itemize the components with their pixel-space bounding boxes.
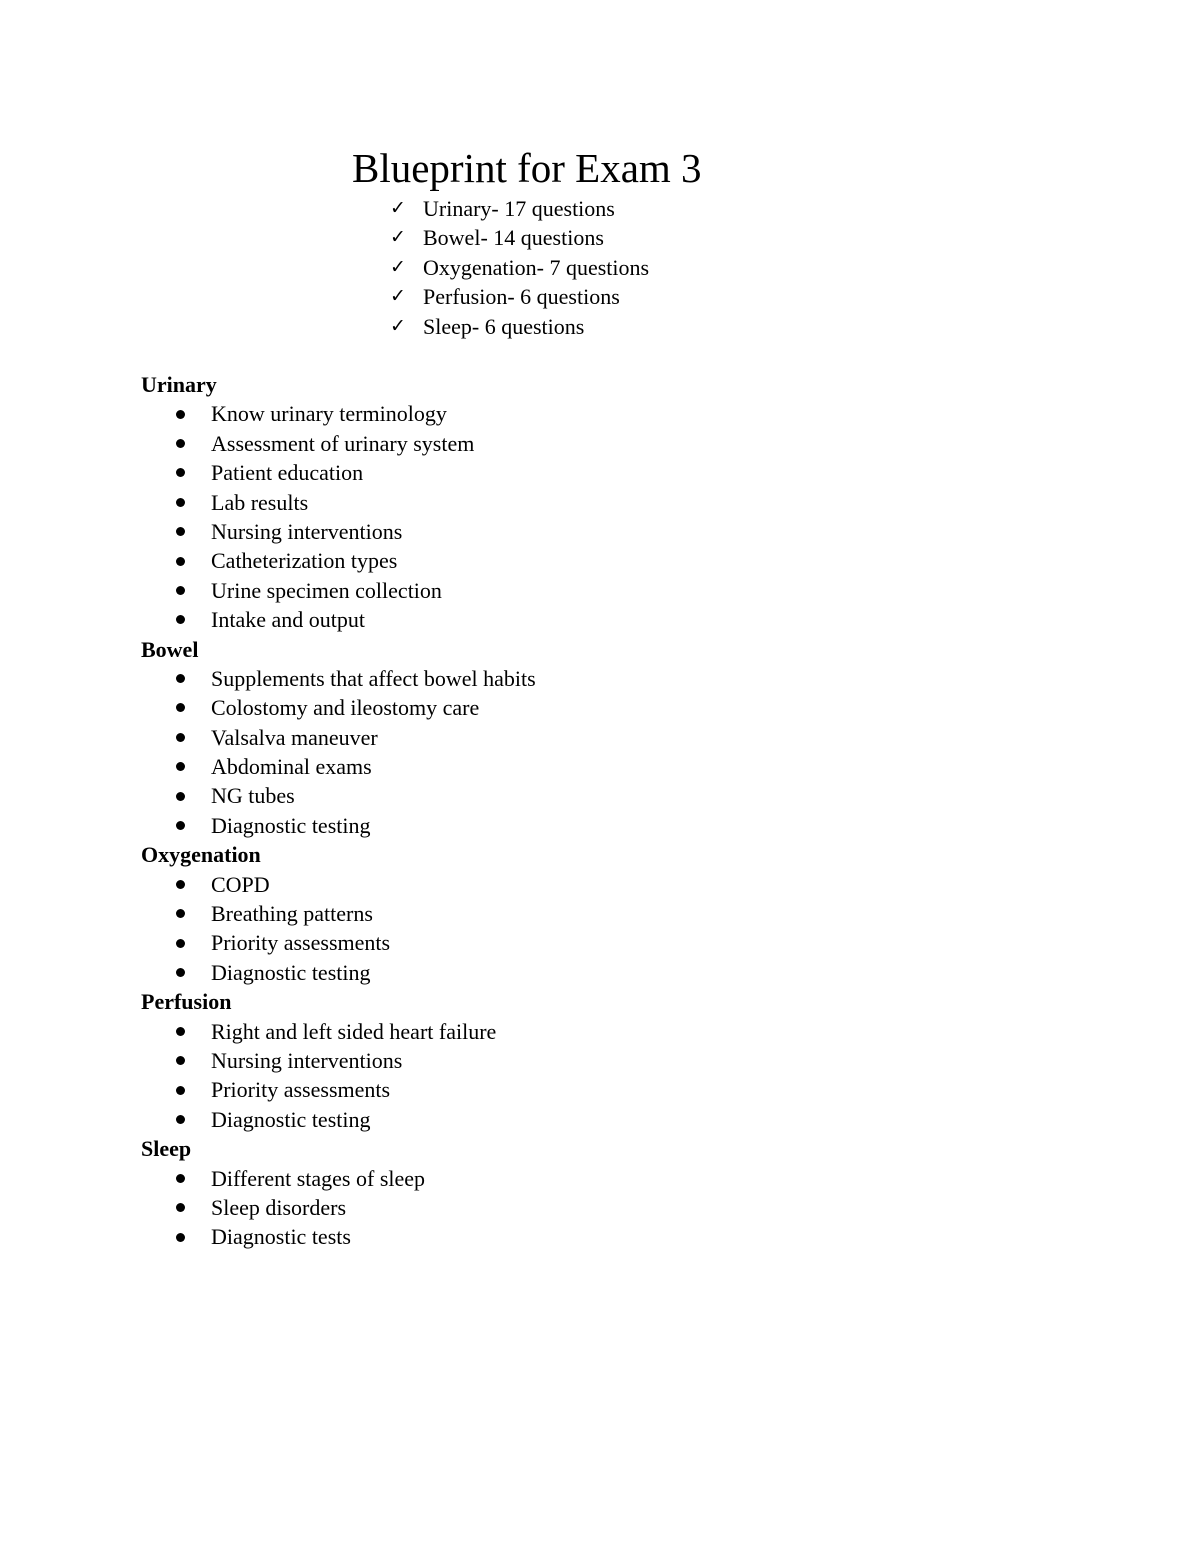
section-heading-urinary: Urinary <box>141 372 217 397</box>
list-item <box>141 723 1041 752</box>
urinary-topic-list <box>141 399 1041 634</box>
bullet-icon <box>176 703 185 712</box>
list-item-text: Supplements that affect bowel habits <box>211 665 536 691</box>
list-item <box>141 664 1041 693</box>
checklist-item <box>390 282 649 311</box>
checkmark-icon: ✓ <box>390 285 406 308</box>
page-title: Blueprint for Exam 3 <box>352 145 702 191</box>
checklist-item-text: Oxygenation- 7 questions <box>423 254 650 280</box>
bullet-icon <box>176 733 185 742</box>
bullet-icon <box>176 1027 185 1036</box>
bullet-icon <box>176 880 185 889</box>
list-item <box>141 1017 1041 1046</box>
section-heading-perfusion: Perfusion <box>141 989 232 1015</box>
list-item <box>141 899 1041 928</box>
list-item-text: Colostomy and ileostomy care <box>211 695 480 721</box>
list-item <box>141 429 1041 458</box>
list-item <box>141 752 1041 781</box>
list-item-text: Urine specimen collection <box>211 577 442 603</box>
bullet-icon <box>176 1086 185 1095</box>
section-heading-sleep: Sleep <box>141 1136 192 1162</box>
checklist-item-text: Urinary- 17 questions <box>423 196 615 221</box>
checklist-item-text: Bowel- 14 questions <box>423 225 604 251</box>
list-item <box>141 458 1041 487</box>
bullet-icon <box>176 939 185 948</box>
bullet-icon <box>176 968 185 977</box>
list-item <box>141 958 1041 987</box>
bullet-icon <box>176 1203 185 1212</box>
list-item <box>141 488 1041 517</box>
bullet-icon <box>176 762 185 771</box>
bullet-icon <box>176 557 185 566</box>
bullet-icon <box>176 909 185 918</box>
list-item <box>141 605 1041 634</box>
list-item-text: Different stages of sleep <box>211 1165 426 1191</box>
list-item-text: Sleep disorders <box>211 1194 347 1220</box>
bullet-icon <box>176 586 185 595</box>
list-item <box>141 546 1041 575</box>
checklist-item-text: Sleep- 6 questions <box>423 313 585 339</box>
checkmark-icon: ✓ <box>390 314 406 337</box>
list-item-text: Nursing interventions <box>211 518 403 544</box>
list-item <box>141 1164 1041 1193</box>
bowel-topic-list <box>141 664 1041 840</box>
list-item-text: Right and left sided heart failure <box>211 1018 497 1044</box>
bullet-icon <box>176 410 185 419</box>
list-item <box>141 1222 1041 1251</box>
list-item-text: Assessment of urinary system <box>211 430 475 456</box>
list-item <box>141 517 1041 546</box>
list-item-text: Patient education <box>211 460 364 486</box>
list-item-text: Nursing interventions <box>211 1047 403 1073</box>
bullet-icon <box>176 1115 185 1124</box>
list-item-text: COPD <box>211 871 270 897</box>
list-item <box>141 1193 1041 1222</box>
bullet-icon <box>176 1056 185 1065</box>
bullet-icon <box>176 674 185 683</box>
checklist-item <box>390 194 649 223</box>
bullet-icon <box>176 1174 185 1183</box>
bullet-icon <box>176 439 185 448</box>
list-item-text: Priority assessments <box>211 930 391 956</box>
list-item <box>141 781 1041 810</box>
list-item <box>141 693 1041 722</box>
list-item <box>141 399 1041 428</box>
list-item-text: Abdominal exams <box>211 754 372 780</box>
list-item <box>141 1046 1041 1075</box>
list-item <box>141 576 1041 605</box>
topic-sections <box>141 370 1041 1252</box>
list-item <box>141 928 1041 957</box>
list-item-text: Know urinary terminology <box>211 401 447 427</box>
oxygenation-topic-list <box>141 870 1041 988</box>
checklist-item-text: Perfusion- 6 questions <box>423 284 620 310</box>
section-heading-bowel: Bowel <box>141 636 199 662</box>
list-item-text: Diagnostic testing <box>211 1106 371 1132</box>
list-item-text: Diagnostic testing <box>211 812 371 838</box>
checkmark-icon: ✓ <box>390 255 406 278</box>
bullet-icon <box>176 498 185 507</box>
list-item-text: Diagnostic testing <box>211 959 371 985</box>
bullet-icon <box>176 792 185 801</box>
list-item-text: Priority assessments <box>211 1077 391 1103</box>
bullet-icon <box>176 468 185 477</box>
bullet-icon <box>176 821 185 830</box>
sleep-topic-list <box>141 1164 1041 1252</box>
list-item <box>141 811 1041 840</box>
perfusion-topic-list <box>141 1017 1041 1135</box>
list-item-text: Valsalva maneuver <box>211 724 378 750</box>
checklist-item <box>390 253 649 282</box>
list-item-text: Lab results <box>211 489 309 515</box>
checklist-item <box>390 223 649 252</box>
bullet-icon <box>176 1233 185 1242</box>
checkmark-icon: ✓ <box>390 226 406 249</box>
list-item-text: NG tubes <box>211 783 295 809</box>
list-item <box>141 870 1041 899</box>
list-item <box>141 1105 1041 1134</box>
question-count-checklist <box>390 194 649 341</box>
list-item <box>141 1075 1041 1104</box>
list-item-text: Catheterization types <box>211 548 398 574</box>
list-item-text: Breathing patterns <box>211 901 373 927</box>
checkmark-icon: ✓ <box>390 197 406 219</box>
section-heading-oxygenation: Oxygenation <box>141 842 261 868</box>
list-item-text: Intake and output <box>211 607 365 633</box>
bullet-icon <box>176 615 185 624</box>
list-item-text: Diagnostic tests <box>211 1224 351 1250</box>
checklist-item <box>390 312 649 341</box>
bullet-icon <box>176 527 185 536</box>
